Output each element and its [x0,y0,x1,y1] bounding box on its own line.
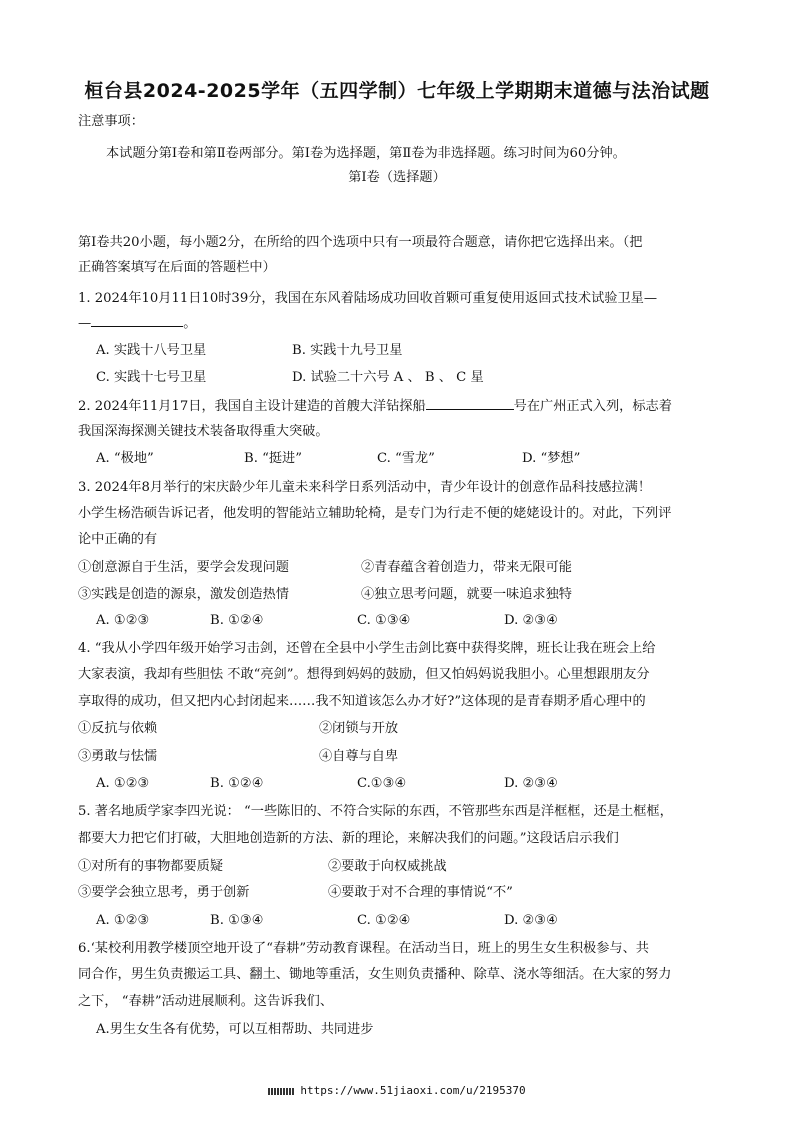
q3-option-b: B. ①②④ [210,613,264,628]
exam-title: 桓台县2024-2025学年（五四学制）七年级上学期期末道德与法治试题 [84,80,710,102]
q4-option-c: C.①③④ [357,776,407,791]
q4-option-a: A. ①②③ [96,776,150,791]
notice-label: 注意事项： [78,114,144,129]
q6-stem-line1: 6.‘某校利用教学楼顶空地开设了“春耕”劳动教育课程。在活动当日，班上的男生女生积极参与、共 [78,941,649,956]
q2-option-d: D. “梦想” [522,451,581,466]
q4-stem-line2: 大家表演，我却有些胆怯 不敢“亮剑”。想得到妈妈的鼓励，但又怕妈妈说我胆小。心里想跟朋友分 [78,667,650,682]
q3-option-d: D. ②③④ [504,613,558,628]
q6-stem-line3: 之下， “春耕”活动进展顺利。这告诉我们、 [78,994,334,1009]
section1-intro-line1: 第Ⅰ卷共20小题，每小题2分，在所给的四个选项中只有一项最符合题意，请你把它选择出来。（把 [78,235,643,250]
q4-stem-line3: 享取得的成功，但又把内心封闭起来……我不知道该怎么办才好?”这体现的是青春期矛盾心理中的 [78,694,646,709]
q1-option-a: A. 实践十八号卫星 [96,343,207,358]
section1-intro-line2: 正确答案填写在后面的答题栏中） [78,260,276,275]
q4-option-d: D. ②③④ [504,776,558,791]
q5-option-b: B. ①③④ [210,913,264,928]
q2-option-b: B. “挺进” [244,451,302,466]
page-footer [0,1084,794,1097]
q2-blank [426,397,514,410]
q2-option-a: A. “极地” [96,451,154,466]
q4-item-1: ①反抗与依赖 [78,721,158,736]
q3-stem-line2: 小学生杨浩硕告诉记者，他发明的智能站立辅助轮椅，是专门为行走不便的姥姥设计的。对此，下列评 [78,506,672,521]
section1-title: 第Ⅰ卷（选择题） [348,170,446,185]
q5-stem-line1: 5. 著名地质学家李四光说： “一些陈旧的、不符合实际的东西，不管那些东西是洋框框，还是土框框， [78,804,673,819]
q6-option-a: A.男生女生各有优势，可以互相帮助、共同进步 [96,1022,374,1037]
site-logo-icon [268,1088,294,1095]
q2-stem-line2: 我国深海探测关键技术装备取得重大突破。 [78,424,329,439]
q3-item-1: ①创意源自于生活，要学会发现问题 [78,560,289,575]
q1-option-c: C. 实践十七号卫星 [96,370,207,385]
q1-option-b: B. 实践十九号卫星 [292,343,403,358]
q2-stem-part2: 号在广州正式入列，标志着 [513,399,672,414]
notice-body: 本试题分第Ⅰ卷和第Ⅱ卷两部分。第Ⅰ卷为选择题，第Ⅱ卷为非选择题。练习时间为60分钟。 [106,146,626,161]
q5-item-1: ①对所有的事物都要质疑 [78,859,224,874]
q1-stem-line2 [78,314,196,333]
q5-stem-line2: 都要大力把它们打破，大胆地创造新的方法、新的理论，来解决我们的问题。”这段话启示我们 [78,831,619,846]
q3-item-4: ④独立思考问题，就要一味追求独特 [361,587,572,602]
q3-item-2: ②青春蕴含着创造力，带来无限可能 [361,560,572,575]
q1-dash: — [78,316,92,331]
q1-stem-line1: 1. 2024年10月11日10时39分，我国在东风着陆场成功回收首颗可重复使用返回式技术试验卫星— [78,291,658,306]
q4-stem-line1: 4. “我从小学四年级开始学习击剑，还曾在全县中小学生击剑比赛中获得奖牌，班长让我在班会上给 [78,641,656,656]
q3-stem-line1: 3. 2024年8月举行的宋庆龄少年儿童未来科学日系列活动中，青少年设计的创意作品科技感拉满！ [78,480,652,495]
q1-period: 。 [183,316,197,331]
q3-item-3: ③实践是创造的源泉，激发创造热情 [78,587,289,602]
q2-stem-part1: 2. 2024年11月17日，我国自主设计建造的首艘大洋钻探船 [78,399,426,414]
q5-option-c: C. ①②④ [357,913,411,928]
q5-item-2: ②要敢于向权威挑战 [328,859,447,874]
q3-stem-line3: 论中正确的有 [78,532,158,547]
q4-item-4: ④自尊与自卑 [319,749,399,764]
q5-item-3: ③要学会独立思考，勇于创新 [78,885,250,900]
q5-option-d: D. ②③④ [504,913,558,928]
q1-option-d: D. 试验二十六号 A 、 B 、 C 星 [292,370,484,385]
q5-item-4: ④要敢于对不合理的事情说“不” [328,885,513,900]
q4-item-3: ③勇敢与怯懦 [78,749,158,764]
q4-item-2: ②闭锁与开放 [319,721,399,736]
q4-option-b: B. ①②④ [210,776,264,791]
q6-stem-line2: 同合作，男生负责搬运工具、翻土、锄地等重活，女生则负责播种、除草、浇水等细活。在大家的努力 [78,967,672,982]
footer-url[interactable]: https://www.51jiaoxi.com/u/2195370 [300,1084,526,1097]
q2-option-c: C. “雪龙” [377,451,435,466]
q5-option-a: A. ①②③ [96,913,150,928]
q3-option-c: C. ①③④ [357,613,411,628]
q1-blank [91,314,183,327]
q3-option-a: A. ①②③ [96,613,150,628]
q2-stem-line1 [78,397,672,416]
